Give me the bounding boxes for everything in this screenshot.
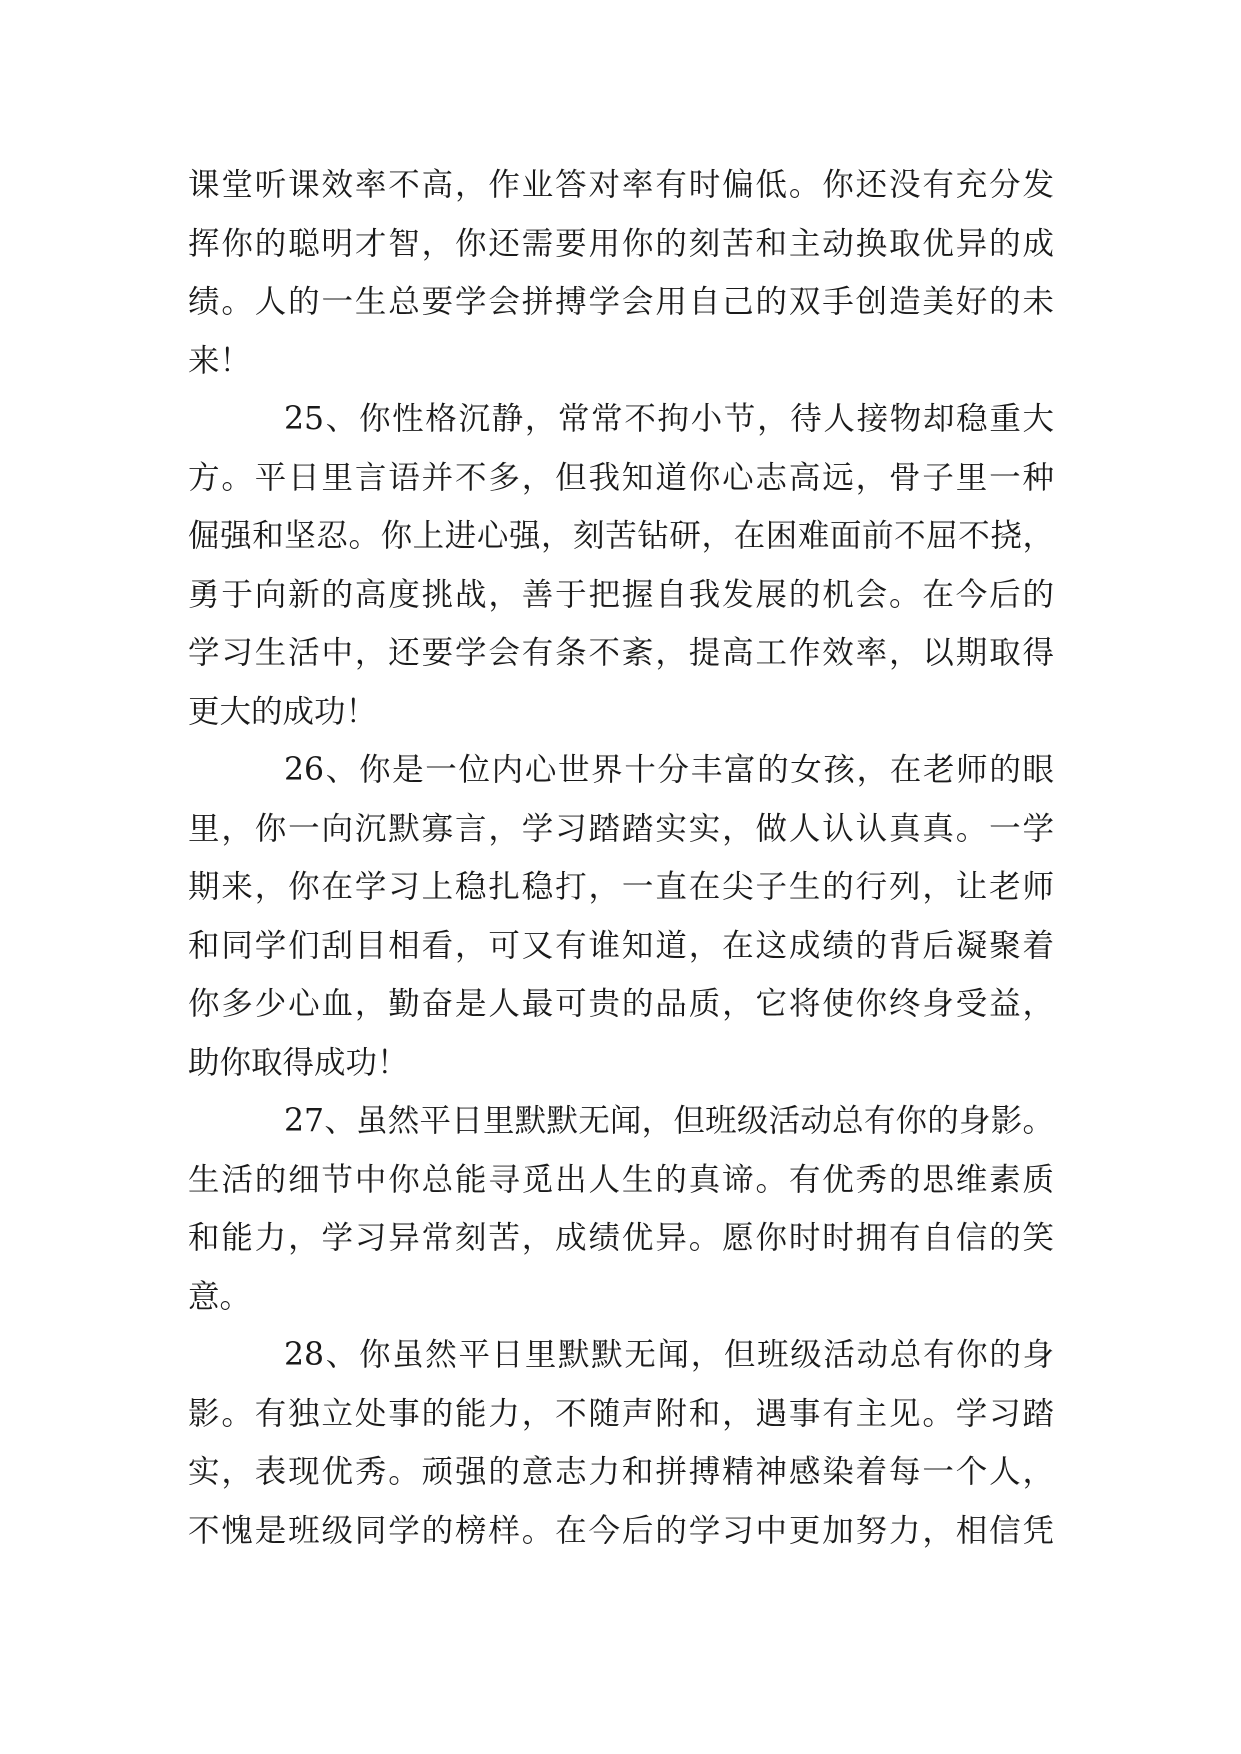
text-line: 26、你是一位内心世界十分丰富的女孩，在老师的眼 [284, 752, 1054, 788]
text-line: 方。平日里言语并不多，但我知道你心志高远，骨子里一种 [188, 459, 1054, 496]
document-body [188, 156, 1054, 1560]
paragraph-28 [188, 1326, 1054, 1560]
paragraph-25 [188, 390, 1054, 741]
text-line: 和同学们刮目相看，可又有谁知道，在这成绩的背后凝聚着 [188, 927, 1054, 964]
text-line: 意。 [188, 1278, 252, 1315]
paragraph-27 [188, 1092, 1054, 1326]
text-line: 27、虽然平日里默默无闻，但班级活动总有你的身影。 [284, 1103, 1054, 1139]
text-line: 实，表现优秀。顽强的意志力和拼搏精神感染着每一个人， [188, 1454, 1054, 1490]
text-line: 期来，你在学习上稳扎稳打，一直在尖子生的行列，让老师 [188, 869, 1054, 905]
text-line: 倔强和坚忍。你上进心强，刻苦钻研，在困难面前不屈不挠， [188, 518, 1054, 554]
text-line: 助你取得成功！ [188, 1044, 409, 1081]
text-line: 勇于向新的高度挑战，善于把握自我发展的机会。在今后的 [188, 576, 1054, 613]
paragraph-continued [188, 156, 1054, 390]
text-line: 里，你一向沉默寡言，学习踏踏实实，做人认认真真。一学 [188, 810, 1054, 847]
text-line: 28、你虽然平日里默默无闻，但班级活动总有你的身 [284, 1337, 1054, 1373]
paragraph-26 [188, 741, 1054, 1092]
text-line: 生活的细节中你总能寻觅出人生的真谛。有优秀的思维素质 [188, 1161, 1054, 1198]
text-line: 不愧是班级同学的榜样。在今后的学习中更加努力，相信凭 [188, 1512, 1054, 1549]
text-line: 你多少心血，勤奋是人最可贵的品质，它将使你终身受益， [188, 986, 1054, 1022]
text-line: 绩。人的一生总要学会拼搏学会用自己的双手创造美好的未 [188, 284, 1054, 320]
text-line: 学习生活中，还要学会有条不紊，提高工作效率，以期取得 [188, 635, 1054, 671]
text-line: 挥你的聪明才智，你还需要用你的刻苦和主动换取优异的成 [188, 225, 1054, 262]
text-line: 来！ [188, 342, 252, 379]
text-line: 25、你性格沉静，常常不拘小节，待人接物却稳重大 [284, 401, 1054, 437]
text-line: 影。有独立处事的能力，不随声附和，遇事有主见。学习踏 [188, 1395, 1054, 1432]
text-line: 更大的成功！ [188, 693, 378, 730]
text-line: 和能力，学习异常刻苦，成绩优异。愿你时时拥有自信的笑 [188, 1220, 1054, 1256]
text-line: 课堂听课效率不高，作业答对率有时偏低。你还没有充分发 [188, 167, 1054, 203]
